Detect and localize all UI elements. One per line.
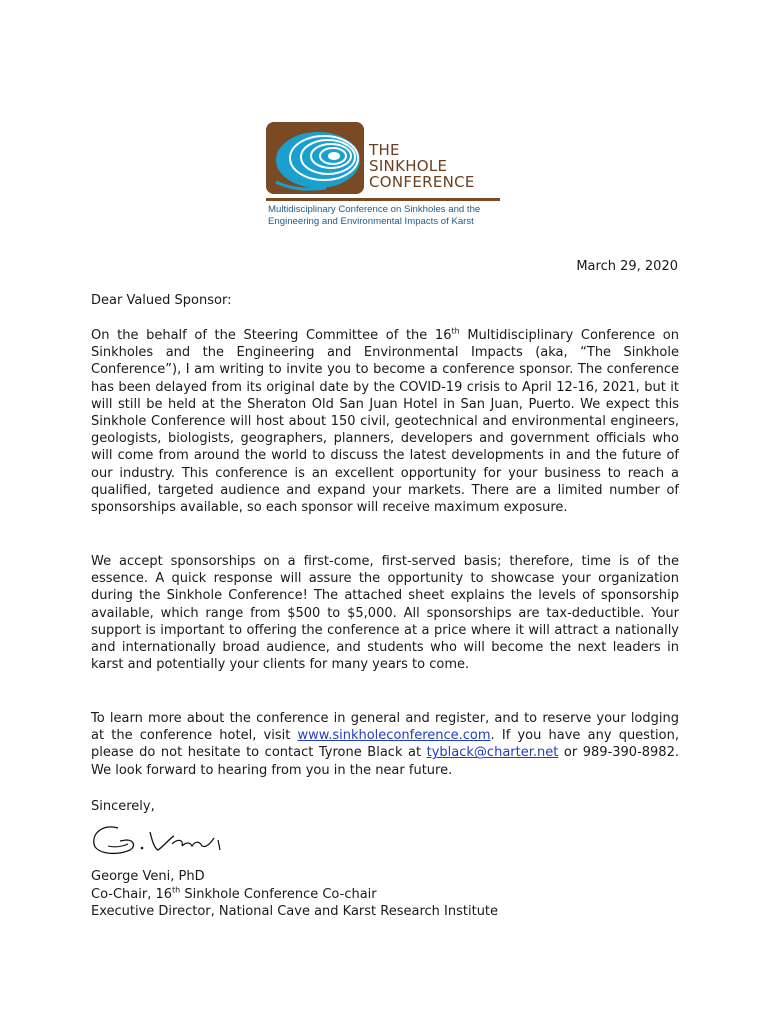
logo-title-line: CONFERENCE xyxy=(369,173,475,191)
paragraph-text: On the behalf of the Steering Committee of the 16 xyxy=(91,328,452,343)
logo-subtitle-line: Multidisciplinary Conference on Sinkholes and the xyxy=(268,204,481,215)
paragraph-sponsorship: We accept sponsorships on a first-come, first-served basis; therefore, time is of the essence. A quick response will assure the opportunity to showcase your organization during the Sinkhole Conference! The attached sheet explains the levels of sponsorship available, which range from $500 to $5,000. All sponsorships are tax-deductible. Your support is important to offering the conference at a price where it will attract a nationally and internationally broad audience, and students who will become the next leaders in karst and potentially your clients for many years to come. xyxy=(91,554,679,673)
signature-block xyxy=(91,868,498,921)
website-link[interactable]: www.sinkholeconference.com xyxy=(297,728,491,744)
logo-title-line: THE xyxy=(369,141,400,159)
letter-date: March 29, 2020 xyxy=(576,259,678,274)
logo-title-line: SINKHOLE xyxy=(369,157,448,175)
logo-subtitle xyxy=(268,204,480,228)
ordinal-suffix: th xyxy=(451,326,460,336)
signer-title-text: Sinkhole Conference Co-chair xyxy=(180,886,377,902)
signer-title-text: Co-Chair, 16 xyxy=(91,886,173,902)
paragraph-text: . If you have any question, please do not hesitate to contact Tyrone Black at xyxy=(91,728,679,761)
signer-name: George Veni, PhD xyxy=(91,869,205,884)
paragraph-text: Multidisciplinary Conference on Sinkholes and the Engineering and Environmental Impacts (aka, “The Sinkhole Conference”), I am writing to invite you to become a conference sponsor. The conference has been delayed from its original date by the COVID-19 crisis to April 12-16, 2021, but it will still be held at the Sheraton Old San Juan Hotel in San Juan, Puerto. We expect this Sinkhole Conference will host about 150 civil, geotechnical and environmental engineers, geologists, biologists, geographers, planners, developers and government officials who will come from around the world to discuss the latest developments in and the future of our industry. This conference is an excellent opportunity for your business to reach a qualified, targeted audience and expand your markets. There are a limited number of sponsorships available, so each sponsor will receive maximum exposure. xyxy=(91,328,679,516)
signer-title-2: Executive Director, National Cave and Karst Research Institute xyxy=(91,904,499,919)
paragraph-text: To learn more about the conference in general and register, and to reserve your lodging at the conference hotel, visit xyxy=(91,711,679,744)
handwritten-signature xyxy=(90,818,230,860)
email-link[interactable]: tyblack@charter.net xyxy=(426,745,559,761)
paragraph-intro xyxy=(91,327,679,516)
salutation: Dear Valued Sponsor: xyxy=(91,293,232,308)
logo-divider xyxy=(266,198,500,201)
logo-subtitle-line: Engineering and Environmental Impacts of Karst xyxy=(268,216,474,227)
sinkhole-spiral-icon xyxy=(266,122,364,194)
closing: Sincerely, xyxy=(91,799,155,814)
logo-title xyxy=(369,142,475,190)
sinkhole-conference-logo xyxy=(266,122,506,232)
signer-title xyxy=(91,886,498,904)
ordinal-suffix: th xyxy=(172,885,181,895)
paragraph-text: or 989-390-8982. We look forward to hearing from you in the near future. xyxy=(91,745,679,778)
paragraph-contact xyxy=(91,710,679,779)
